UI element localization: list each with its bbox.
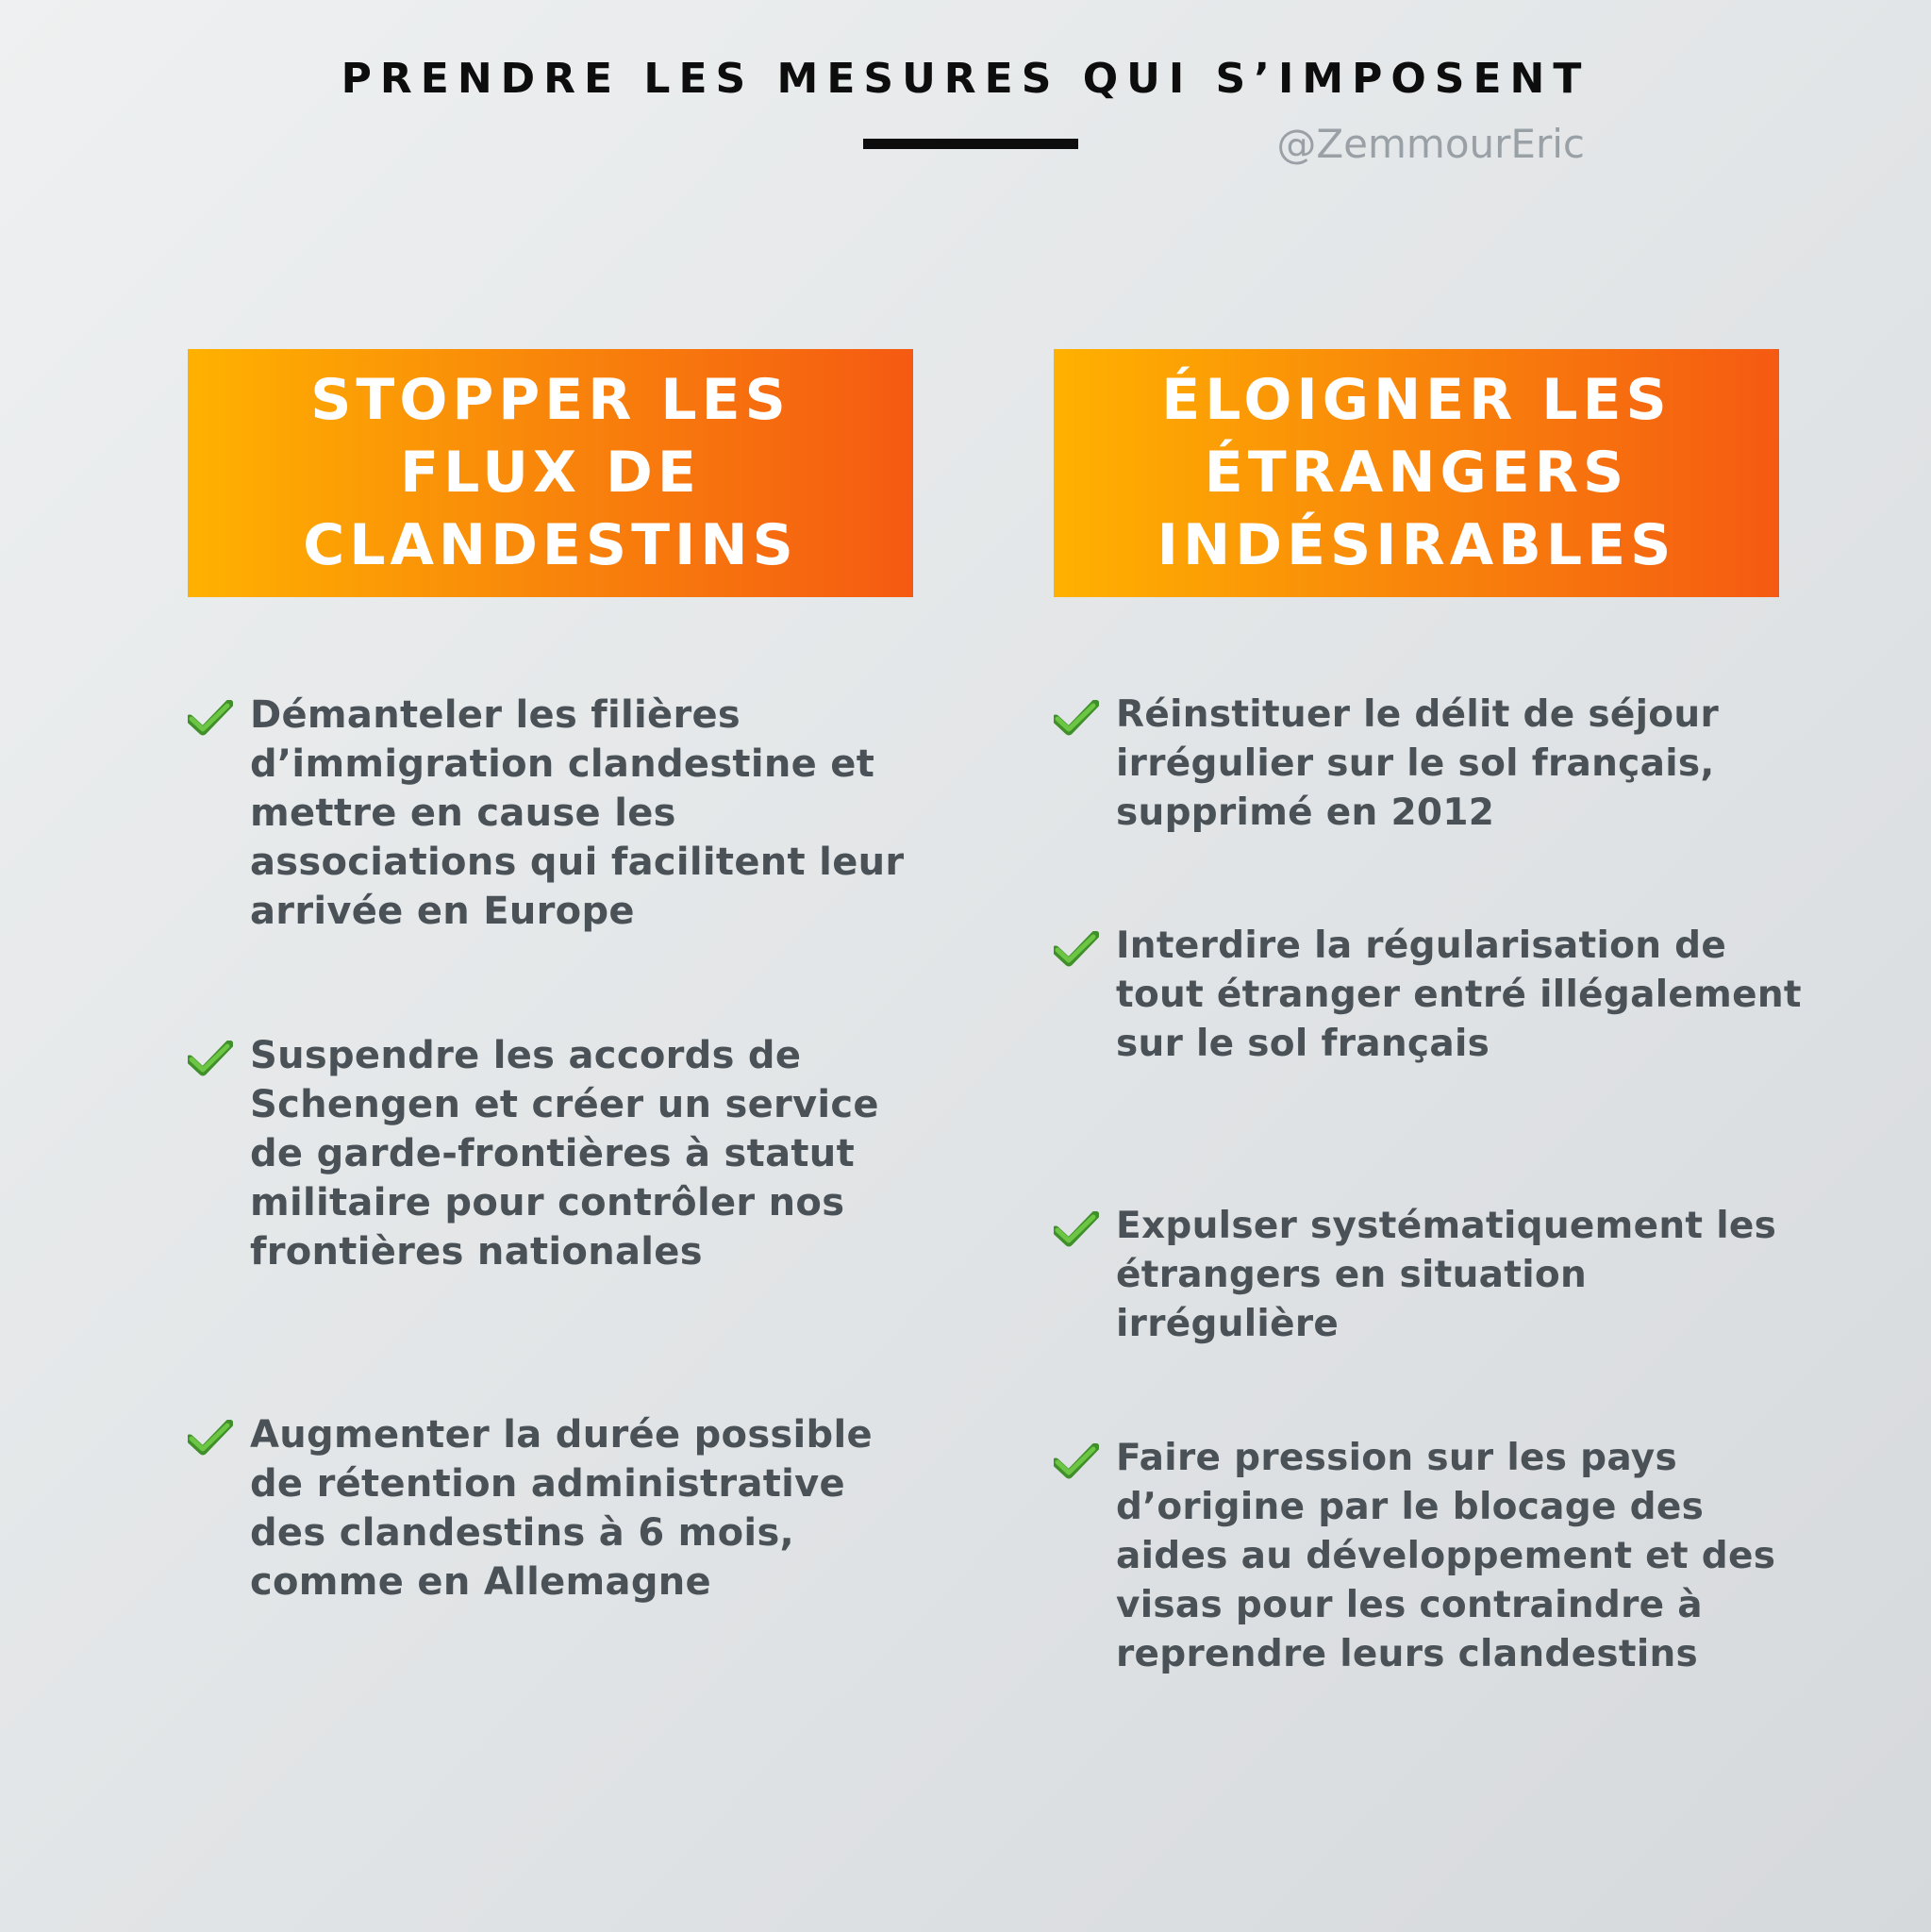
item-text: Augmenter la durée possible de rétention administrative des clandestins à 6 mois, comme en Allemagne — [250, 1413, 873, 1604]
check-icon — [188, 1041, 233, 1076]
check-icon — [188, 1420, 233, 1456]
list-item — [188, 1410, 924, 1607]
item-text: Réinstituer le délit de séjour irrégulier sur le sol français, supprimé en 2012 — [1116, 693, 1719, 834]
column-title: ÉLOIGNER LES ÉTRANGERS INDÉSIRABLES — [1157, 367, 1676, 578]
column-banner — [188, 349, 913, 597]
item-text: Démanteler les filières d’immigration clandestine et mettre en cause les associations qui facilitent leur arrivée en Europe — [250, 693, 905, 933]
check-icon — [1054, 700, 1099, 736]
item-text: Expulser systématiquement les étrangers en situation irrégulière — [1116, 1205, 1777, 1345]
check-icon — [188, 700, 233, 736]
list-item — [1054, 1202, 1808, 1349]
list-item — [188, 1031, 924, 1276]
column-remove-foreigners — [1054, 349, 1802, 1675]
author-handle: @ZemmourEric — [1276, 121, 1585, 167]
column-banner — [1054, 349, 1779, 597]
item-text: Suspendre les accords de Schengen et créer un service de garde-frontières à statut militaire pour contrôler nos frontières nationales — [250, 1034, 879, 1274]
check-icon — [1054, 931, 1099, 967]
check-icon — [1054, 1211, 1099, 1247]
check-icon — [1054, 1443, 1099, 1479]
item-text: Interdire la régularisation de tout étranger entré illégalement sur le sol français — [1116, 924, 1802, 1065]
list-item — [188, 691, 924, 936]
page-title: PRENDRE LES MESURES QUI S’IMPOSENT — [341, 55, 1590, 103]
list-item — [1054, 1434, 1808, 1679]
list-item — [1054, 691, 1808, 838]
column-title: STOPPER LES FLUX DE CLANDESTINS — [303, 367, 798, 578]
column-stop-flows — [188, 349, 913, 1604]
item-text: Faire pression sur les pays d’origine par le blocage des aides au développement et des visas pour les contraindre à reprendre leurs clandestins — [1116, 1437, 1776, 1675]
list-item — [1054, 922, 1808, 1069]
title-underline — [863, 139, 1078, 149]
